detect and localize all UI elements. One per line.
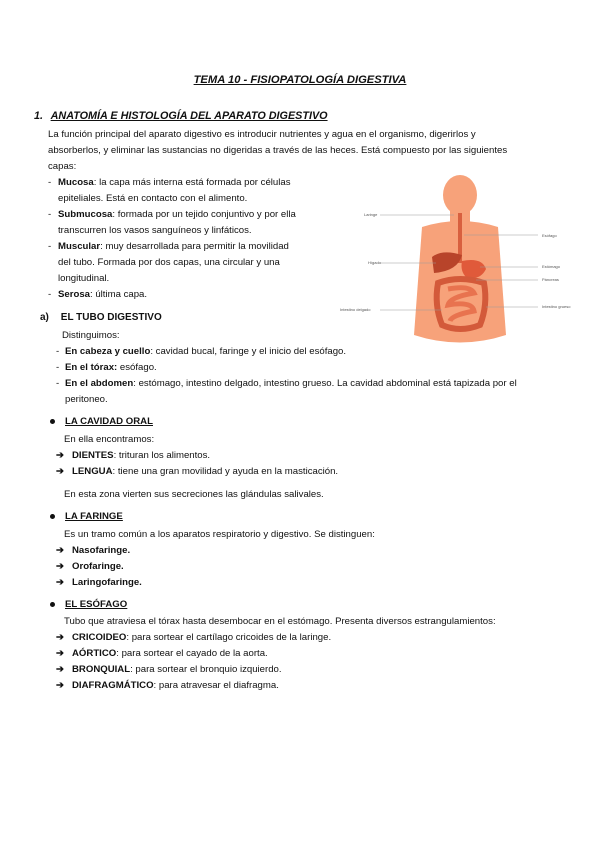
layer-term: Muscular: [58, 241, 101, 252]
section-title: ANATOMÍA E HISTOLOGÍA DEL APARATO DIGESTIVO: [50, 110, 328, 122]
list-item: [56, 678, 576, 694]
subsection-number: a): [40, 312, 49, 323]
item-term: Orofaringe.: [72, 561, 124, 572]
subsection-title: EL TUBO DIGESTIVO: [60, 312, 162, 323]
intro-paragraph: [48, 127, 548, 175]
intro-line: capas:: [48, 161, 77, 172]
diagram-label: Hígado: [368, 260, 381, 265]
arrow-icon: ➔: [56, 632, 65, 643]
arrow-icon: ➔: [56, 577, 65, 588]
item-term: BRONQUIAL: [72, 664, 131, 675]
list-item: [48, 287, 328, 303]
item-term: DIAFRAGMÁTICO: [72, 680, 154, 691]
item-term: CRICOIDEO: [72, 632, 127, 643]
item-text: : trituran los alimentos.: [113, 450, 211, 461]
item-term: Laringofaringe.: [72, 577, 142, 588]
layer-text: : muy desarrollada para permitir la movilidad: [100, 241, 289, 252]
topic-note: En esta zona vierten sus secreciones las glándulas salivales.: [64, 489, 324, 500]
region-text: : cavidad bucal, faringe y el inicio del esófago.: [150, 346, 347, 357]
section-heading: [34, 110, 328, 122]
list-item: [56, 344, 576, 360]
region-term: En cabeza y cuello: [65, 346, 151, 357]
list-item: [56, 575, 576, 591]
item-text: : para sortear el cayado de la aorta.: [116, 648, 268, 659]
topic-heading-cavidad: [50, 416, 153, 427]
layer-text: longitudinal.: [58, 273, 110, 284]
item-text: : para sortear el cartílago cricoides de la laringe.: [126, 632, 332, 643]
diagram-label: Intestino delgado: [340, 307, 371, 312]
page-title: TEMA 10 - FISIOPATOLOGÍA DIGESTIVA: [193, 74, 407, 86]
layer-text: transcurren los vasos sanguíneos y linfáticos.: [58, 225, 252, 236]
arrow-icon: ➔: [56, 664, 65, 675]
bullet-icon: [50, 419, 55, 424]
diagram-label: Intestino grueso: [542, 304, 571, 309]
bullet-icon: [50, 602, 55, 607]
layers-list: [48, 175, 328, 303]
arrow-icon: ➔: [56, 680, 65, 691]
layer-text: del tubo. Formada por dos capas, una circular y una: [58, 257, 280, 268]
list-item: [48, 239, 328, 287]
layer-term: Submucosa: [58, 209, 113, 220]
arrow-icon: ➔: [56, 648, 65, 659]
layer-text: epiteliales. Está en contacto con el alimento.: [58, 193, 248, 204]
item-text: : para sortear el bronquio izquierdo.: [130, 664, 282, 675]
item-text: : para atravesar el diafragma.: [153, 680, 279, 691]
list-item: [56, 543, 576, 559]
arrow-icon: ➔: [56, 561, 65, 572]
digestive-system-illustration: [330, 175, 590, 345]
list-item: [48, 175, 328, 207]
region-term: En el tórax:: [65, 362, 118, 373]
tube-regions-list: [56, 344, 576, 408]
diagram-label: Estómago: [542, 264, 561, 269]
topic-heading-esofago: [50, 599, 127, 610]
item-term: Nasofaringe.: [72, 545, 131, 556]
diagram-label: Laringe: [364, 212, 378, 217]
region-term: En el abdomen: [65, 378, 134, 389]
diagram-label: Esófago: [542, 233, 557, 238]
intro-line: La función principal del aparato digestivo es introducir nutrientes y agua en el organismo, digerirlos y: [48, 129, 476, 140]
list-item: [56, 464, 576, 480]
list-item: [56, 559, 576, 575]
subsection-heading: [40, 312, 162, 323]
arrow-icon: ➔: [56, 545, 65, 556]
layer-text: : última capa.: [90, 289, 148, 300]
list-item: [56, 376, 576, 408]
list-item: [56, 448, 576, 464]
region-text: peritoneo.: [65, 394, 108, 405]
faringe-list: [56, 543, 576, 591]
arrow-icon: ➔: [56, 466, 65, 477]
cavidad-list: [56, 448, 576, 480]
esofago-list: [56, 630, 576, 694]
item-term: DIENTES: [72, 450, 114, 461]
layer-term: Serosa: [58, 289, 90, 300]
bullet-icon: [50, 514, 55, 519]
subsection-intro: Distinguimos:: [62, 330, 120, 341]
region-text: : estómago, intestino delgado, intestino grueso. La cavidad abdominal está tapizada por el: [133, 378, 517, 389]
diagram-label: Páncreas: [542, 277, 559, 282]
list-item: [56, 360, 576, 376]
layer-text: : formada por un tejido conjuntivo y por ella: [112, 209, 296, 220]
topic-intro: En ella encontramos:: [64, 434, 155, 445]
list-item: [56, 646, 576, 662]
topic-title: LA FARINGE: [65, 511, 123, 522]
topic-heading-faringe: [50, 511, 123, 522]
topic-intro: Es un tramo común a los aparatos respiratorio y digestivo. Se distinguen:: [64, 529, 375, 540]
region-text: esófago.: [117, 362, 157, 373]
list-item: [56, 662, 576, 678]
list-item: [56, 630, 576, 646]
topic-title: LA CAVIDAD ORAL: [65, 416, 153, 427]
topic-intro: Tubo que atraviesa el tórax hasta desembocar en el estómago. Presenta diversos estrangulamientos:: [64, 616, 496, 627]
section-number: 1.: [34, 110, 44, 122]
list-item: [48, 207, 328, 239]
item-term: LENGUA: [72, 466, 113, 477]
layer-term: Mucosa: [58, 177, 94, 188]
arrow-icon: ➔: [56, 450, 65, 461]
topic-title: EL ESÓFAGO: [65, 599, 128, 610]
item-term: AÓRTICO: [72, 648, 117, 659]
layer-text: : la capa más interna está formada por células: [93, 177, 291, 188]
intro-line: absorberlos, y eliminar las sustancias no digeridas a través de las heces. Está compuesto por las siguientes: [48, 145, 508, 156]
item-text: : tiene una gran movilidad y ayuda en la masticación.: [112, 466, 339, 477]
